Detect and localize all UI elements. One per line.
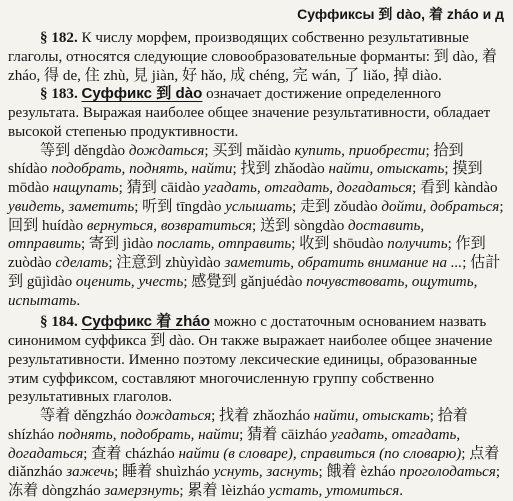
term: ; 寄到 jìdào bbox=[80, 236, 157, 253]
term: ; 看到 kàndào bbox=[412, 180, 498, 196]
term: ; 估計到 gūjìdào bbox=[8, 255, 501, 290]
term: ; 拾到 shídào bbox=[8, 142, 464, 178]
section-number: § 184. bbox=[40, 314, 78, 331]
running-header: Суффиксы 到 dào, 着 zháo и д bbox=[297, 6, 504, 22]
translation: послать, отправить bbox=[156, 236, 292, 253]
term: 等着 děngzháo bbox=[40, 408, 136, 424]
term: ; 猜到 cāidào bbox=[118, 180, 204, 196]
term: ; 回到 huídào bbox=[8, 198, 504, 234]
translation: доставить, отправить bbox=[8, 217, 425, 253]
term: ; 点着 diǎnzháo bbox=[8, 445, 500, 481]
term: ; 注意到 zhùyìdào bbox=[108, 255, 225, 271]
section-183 bbox=[8, 85, 504, 141]
term: . bbox=[399, 483, 404, 499]
term: . bbox=[76, 292, 81, 309]
translation: подобрать, поднять, найти bbox=[51, 161, 233, 178]
translation: дождаться bbox=[128, 142, 205, 159]
translation: купить, приобрести bbox=[294, 142, 426, 159]
term: ; 收到 shōudào bbox=[291, 236, 388, 253]
examples-184 bbox=[8, 407, 504, 501]
examples-183 bbox=[8, 142, 504, 311]
term: ; 作到 zuòdào bbox=[8, 236, 486, 271]
translation: уснуть, заснуть bbox=[213, 464, 319, 481]
translation: вернуться, возвратиться bbox=[86, 217, 253, 234]
section-text: означает достижение определенного результата. Выражая наиболее общее значение результативности, обладает высокой степенью продуктивности. bbox=[8, 86, 491, 140]
section-182 bbox=[8, 29, 504, 85]
term: ; 感覺到 gǎnjuédào bbox=[183, 273, 307, 290]
term: ; 猜着 cāizháo bbox=[239, 426, 331, 443]
translation: найти (в словаре), справиться (по словарю) bbox=[178, 445, 462, 462]
term: ; 找到 zhǎodào bbox=[232, 161, 329, 178]
term: ; 摸到 mōdào bbox=[8, 161, 483, 196]
translation: увидеть, заметить bbox=[8, 198, 135, 215]
translation: получить bbox=[387, 236, 448, 253]
translation: найти, отыскать bbox=[328, 161, 445, 178]
translation: сделать bbox=[55, 255, 109, 271]
translation: оценить, учесть bbox=[75, 273, 184, 290]
translation: нащупать bbox=[52, 180, 119, 196]
term: ; 找着 zhǎozháo bbox=[211, 408, 314, 424]
term: ; 拾着 shízháo bbox=[8, 408, 468, 443]
term: ; 累着 lèizháo bbox=[179, 483, 269, 499]
term: ; 餓着 èzháo bbox=[318, 464, 400, 481]
translation: угадать, отгадать, догадаться bbox=[203, 180, 413, 196]
translation: проголодаться bbox=[399, 464, 496, 481]
term: ; 送到 sòngdào bbox=[252, 217, 349, 234]
term: ; 睡着 shuìzháo bbox=[114, 464, 214, 481]
section-number: § 183. bbox=[40, 86, 78, 103]
term: ; 走到 zǒudào bbox=[292, 198, 382, 215]
translation: поднять, подобрать, найти bbox=[57, 426, 240, 443]
term: ; 冻着 dòngzháo bbox=[8, 464, 501, 499]
term: ; 听到 tīngdào bbox=[134, 198, 226, 215]
section-heading: Суффикс 到 dào bbox=[81, 85, 203, 103]
translation: услышать bbox=[225, 198, 293, 215]
translation: дождаться bbox=[135, 408, 212, 424]
translation: устать, утомиться bbox=[268, 483, 400, 499]
translation: угадать, отгадать, догадаться bbox=[8, 426, 461, 462]
translation: замерзнуть bbox=[104, 483, 180, 499]
translation: найти, отыскать bbox=[313, 408, 430, 424]
translation: почувствовать, ощутить, испытать bbox=[8, 273, 478, 309]
section-text: К числу морфем, производящих собственно результативные глаголы, относятся следующие словообразовательные форманты: 到 dào, 着 zháo, 得 de, 住 zhù, 見 jiàn, 好 hǎo, 成 chéng, 完 wán, 了 liǎo, 掉 diào. bbox=[8, 30, 497, 84]
term: ; 查着 cházháo bbox=[83, 445, 179, 462]
section-184 bbox=[8, 313, 504, 407]
translation: заметить, обратить внимание на ... bbox=[224, 255, 463, 271]
section-text: можно с достаточным основанием назвать синонимом суффикса 到 dào. Он также выражает наиболее общее значение результативности. Именно поэтому лексические единицы, образованные этим суффиксом, составляют многочисленную группу собственно результативных глаголов. bbox=[8, 314, 493, 406]
term: 等到 děngdào bbox=[40, 142, 129, 159]
section-heading: Суффикс 着 zháo bbox=[81, 313, 210, 331]
section-number: § 182. bbox=[40, 30, 78, 46]
translation: дойти, добраться bbox=[381, 198, 500, 215]
translation: зажечь bbox=[66, 464, 115, 481]
term: ; 买到 mǎidào bbox=[204, 142, 295, 159]
